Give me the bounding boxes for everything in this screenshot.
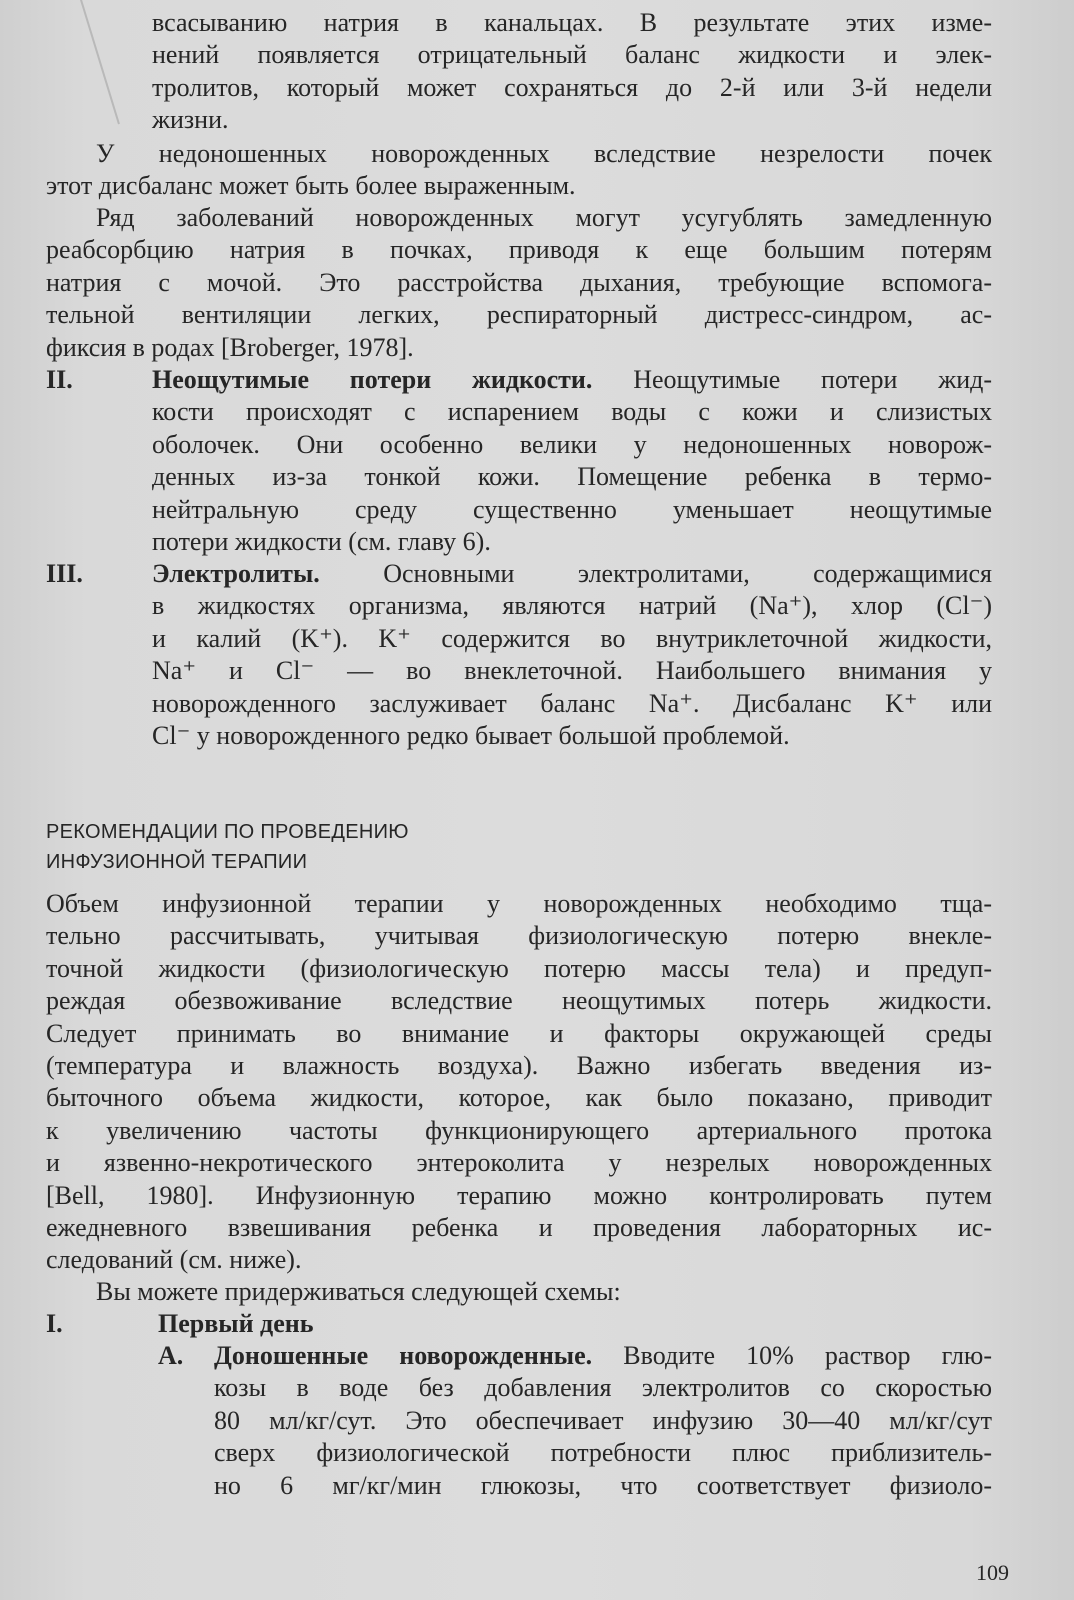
page-number: 109 [976,1560,1009,1585]
text-line: 80 мл/кг/сут. Это обеспечивает инфузию 30—40 мл/кг/сут [214,1405,992,1435]
text-line: тельно рассчитывать, учитывая физиологическую потерю внекле- [46,921,992,951]
item-text: Неощутимые потери жид- [592,365,992,394]
item-text: Вводите 10% раствор глю- [592,1341,993,1370]
item-title-first-day: Первый день [158,1309,314,1338]
text-line: натрия с мочой. Это расстройства дыхания, требующие вспомога- [46,267,992,297]
text-line: в жидкостях организма, являются натрий (Na⁺), хлор (Cl⁻) [152,591,992,621]
text-line: [Bell, 1980]. Инфузионную терапию можно контролировать путем [46,1180,992,1210]
text-line: нейтральную среду существенно уменьшает неощутимые [152,494,992,524]
text-line: фиксия в родах [Broberger, 1978]. [46,332,414,362]
text-line: всасыванию натрия в канальцах. В результате этих изме- [152,8,992,37]
text-line: (температура и влажность воздуха). Важно избегать введения из- [46,1051,992,1081]
subitem-letter: А. [158,1341,184,1370]
text-line: следований (см. ниже). [46,1245,302,1275]
page-crease [80,0,120,124]
text-line: реждая обезвоживание вследствие неощутимых потерь жидкости. [46,986,992,1016]
paragraph-continuation [152,7,992,137]
item-number: II. [46,365,73,394]
text-line: козы в воде без добавления электролитов со скоростью [214,1373,992,1403]
text-line: и язвенно-некротического энтероколита у незрелых новорожденных [46,1148,992,1178]
item-text: Основными электролитами, содержащимися [319,559,992,588]
text-line [152,364,992,396]
text-line: Na⁺ и Cl⁻ — во внеклеточной. Наибольшего внимания у [152,656,992,686]
text-line: Вы можете придерживаться следующей схемы: [96,1277,621,1306]
text-line: У недоношенных новорожденных вследствие незрелости почек [96,139,992,168]
item-title: Доношенные новорожденные. [214,1341,593,1370]
paragraph-premature [46,138,992,203]
text-line: денных из-за тонкой кожи. Помещение ребенка в термо- [152,462,992,492]
text-line: потери жидкости (см. главу 6). [152,527,491,557]
paragraph-diseases [46,202,992,364]
text-line: сверх физиологической потребности плюс приблизитель- [214,1438,992,1468]
text-line [152,558,992,590]
text-line: точной жидкости (физиологическую потерю массы тела) и предуп- [46,953,992,983]
text-line: нений появляется отрицательный баланс жидкости и элек- [152,40,992,70]
heading-line: РЕКОМЕНДАЦИИ ПО ПРОВЕДЕНИЮ [46,821,409,843]
heading-line: ИНФУЗИОННОЙ ТЕРАПИИ [46,851,308,873]
subitem-term-newborns [214,1340,992,1502]
text-line: тельной вентиляции легких, респираторный дистресс-синдром, ас- [46,300,992,330]
text-line: Cl⁻ у новорожденного редко бывает большой проблемой. [152,721,790,751]
item-electrolytes [152,558,992,752]
text-line: реабсорбцию натрия в почках, приводя к еще большим потерям [46,235,992,265]
text-line: и калий (K⁺). K⁺ содержится во внутриклеточной жидкости, [152,623,992,653]
text-line: к увеличению частоты функционирующего артериального протока [46,1115,992,1145]
text-line: новорожденного заслуживает баланс Na⁺. Дисбаланс K⁺ или [152,688,992,718]
text-line: но 6 мг/кг/мин глюкозы, что соответствует физиоло- [214,1470,992,1500]
text-line [214,1340,992,1372]
text-line: ежедневного взвешивания ребенка и проведения лабораторных ис- [46,1213,992,1243]
text-line: тролитов, который может сохраняться до 2-й или 3-й недели [152,72,992,102]
scheme-intro [96,1276,992,1308]
item-title: Неощутимые потери жидкости. [152,365,593,394]
item-number: III. [46,559,83,588]
text-line: кости происходят с испарением воды с кожи и слизистых [152,397,992,427]
text-line: жизни. [152,105,229,135]
text-line: Объем инфузионной терапии у новорожденных необходимо тща- [46,889,992,918]
item-insensible-losses [152,364,992,558]
item-number: I. [46,1309,63,1338]
text-line: этот дисбаланс может быть более выраженным. [46,171,576,201]
paragraph-infusion-volume [46,888,992,1277]
section-heading [46,817,409,877]
text-line: быточного объема жидкости, которое, как было показано, приводит [46,1083,992,1113]
text-line: Следует принимать во внимание и факторы окружающей среды [46,1018,992,1048]
text-line: оболочек. Они особенно велики у недоношенных новорож- [152,429,992,459]
text-line: Ряд заболеваний новорожденных могут усугублять замедленную [96,203,992,232]
item-title: Электролиты. [152,559,320,588]
